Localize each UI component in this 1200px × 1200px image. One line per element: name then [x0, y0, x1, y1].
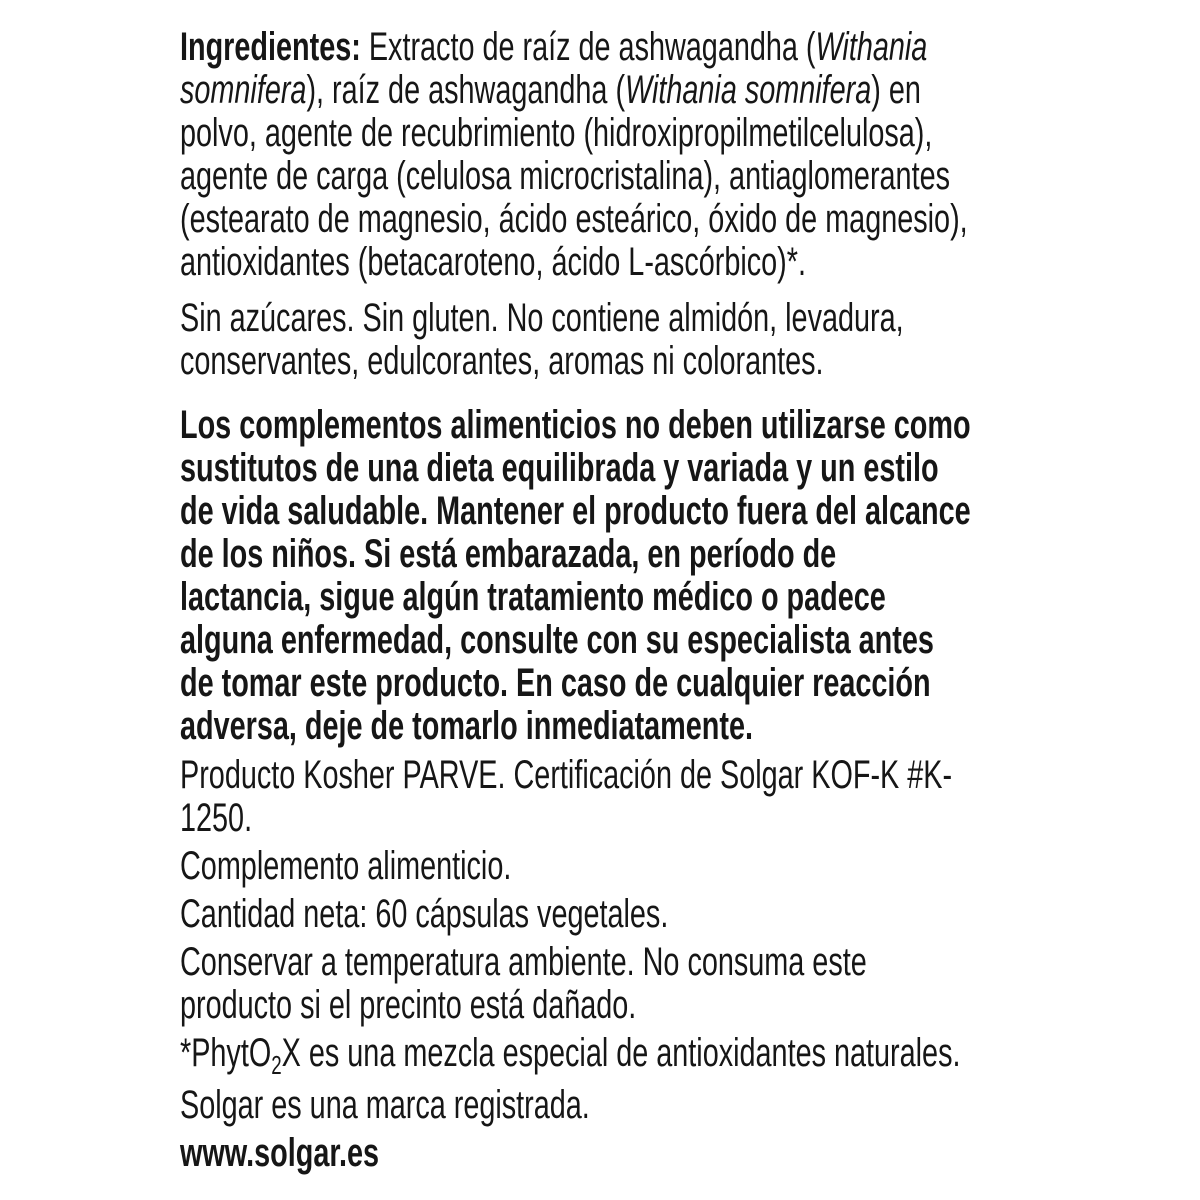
ingredients-text-2: ), raíz de ashwagandha ( — [306, 68, 626, 112]
warning-statement: Los complementos alimenticios no deben utilizarse como sustitutos de una dieta equilibrada y variada y un estilo de vida saludable. Mantener el producto fuera del alcance de los niños. Si está embarazada, en período de lactancia, sigue algún tratamiento médico o padece alguna enfermedad, consulte con su especialista antes de tomar este producto. En caso de cualquier reacción adversa, deje de tomarlo inmediatamente. — [180, 403, 971, 748]
supplement-statement: Complemento alimenticio. — [180, 844, 512, 888]
ingredients-text-1: Extracto de raíz de ashwagandha ( — [360, 25, 816, 69]
free-from-statement: Sin azúcares. Sin gluten. No contiene almidón, levadura, conservantes, edulcorantes, aromas ni colorantes. — [180, 296, 904, 383]
trademark-statement: Solgar es una marca registrada. — [180, 1083, 590, 1127]
kosher-statement: Producto Kosher PARVE. Certificación de Solgar KOF-K #K-1250. — [180, 753, 953, 840]
latin-name-1: Withania somnifera — [180, 25, 928, 112]
phyto-note — [180, 1032, 975, 1079]
phyto-note-post: X es una mezcla especial de antioxidantes naturales. — [281, 1031, 961, 1075]
phyto-note-subscript: 2 — [271, 1050, 282, 1080]
ingredients-heading: Ingredientes: — [180, 25, 361, 69]
ingredients-text-3: ) en polvo, agente de recubrimiento (hidroxipropilmetilcelulosa), agente de carga (celulosa microcristalina), antiaglomerantes (estearato de magnesio, ácido esteárico, óxido de magnesio), antioxidantes (betacaroteno, ácido L-ascórbico)*. — [180, 68, 968, 284]
ingredients-paragraph — [180, 26, 975, 284]
net-quantity-statement: Cantidad neta: 60 cápsulas vegetales. — [180, 892, 669, 936]
website-url: www.solgar.es — [180, 1131, 380, 1175]
storage-statement: Conservar a temperatura ambiente. No consuma este producto si el precinto está dañado. — [180, 940, 867, 1027]
phyto-note-pre: *PhytO — [180, 1031, 272, 1075]
latin-name-2: Withania somnifera — [625, 68, 872, 112]
label-text-column — [180, 26, 975, 1175]
